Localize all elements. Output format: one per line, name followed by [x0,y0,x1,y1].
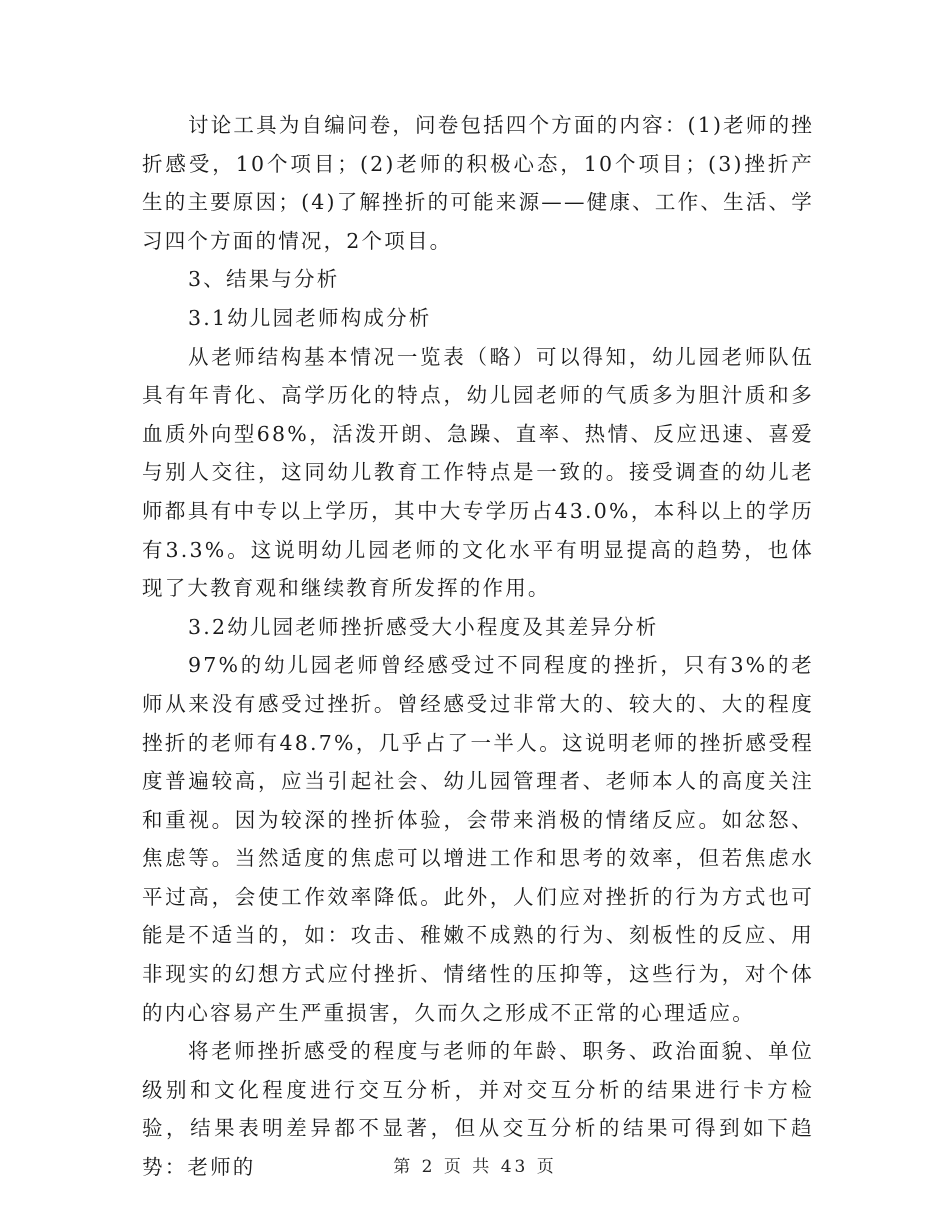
paragraph-teacher-composition: 从老师结构基本情况一览表（略）可以得知，幼儿园老师队伍具有年青化、高学历化的特点，幼儿园老师的气质多为胆汁质和多血质外向型68%，活泼开朗、急躁、直率、热情、反应迅速、喜爱与别人交往，这同幼儿教育工作特点是一致的。接受调查的幼儿老师都具有中专以上学历，其中大专学历占43.0%，本科以上的学历有3.3%。这说明幼儿园老师的文化水平有明显提高的趋势，也体现了大教育观和继续教育所发挥的作用。 [142,344,814,601]
heading-frustration-degree: 3.2幼儿园老师挫折感受大小程度及其差异分析 [188,614,659,639]
page-footer: 第 2 页 共 43 页 [393,1157,557,1177]
paragraph-cross-analysis: 将老师挫折感受的程度与老师的年龄、职务、政治面貌、单位级别和文化程度进行交互分析，并对交互分析的结果进行卡方检验，结果表明差异都不显著，但从交互分析的结果可得到如下趋势：老师的 [142,1039,814,1180]
heading-teacher-composition: 3.1幼儿园老师构成分析 [188,305,432,330]
paragraph-survey-tool: 讨论工具为自编问卷，问卷包括四个方面的内容：(1)老师的挫折感受，10个项目；(2)老师的积极心态，10个项目；(3)挫折产生的主要原因；(4)了解挫折的可能来源——健康、工作、生活、学习四个方面的情况，2个项目。 [142,113,814,253]
paragraph-frustration-degree: 97%的幼儿园老师曾经感受过不同程度的挫折，只有3%的老师从来没有感受过挫折。曾经感受过非常大的、较大的、大的程度挫折的老师有48.7%，几乎占了一半人。这说明老师的挫折感受程度普遍较高，应当引起社会、幼儿园管理者、老师本人的高度关注和重视。因为较深的挫折体验，会带来消极的情绪反应。如忿怒、焦虑等。当然适度的焦虑可以增进工作和思考的效率，但若焦虑水平过高，会使工作效率降低。此外，人们应对挫折的行为方式也可能是不适当的，如：攻击、稚嫩不成熟的行为、刻板性的反应、用非现实的幻想方式应付挫折、情绪性的压抑等，这些行为，对个体的内心容易产生严重损害，久而久之形成不正常的心理适应。 [142,653,814,1025]
document-body [142,106,814,1187]
heading-results-analysis: 3、结果与分析 [188,267,340,292]
